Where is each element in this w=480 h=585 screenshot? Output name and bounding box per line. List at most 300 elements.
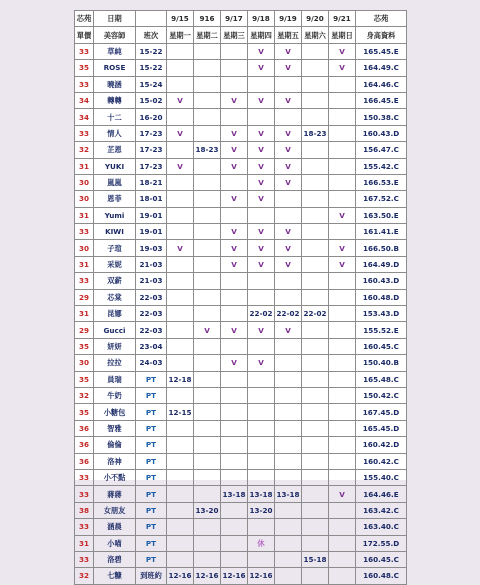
schedule-cell: 15-18 (302, 551, 329, 567)
schedule-cell: V (275, 142, 302, 158)
schedule-cell: V (275, 240, 302, 256)
schedule-cell (248, 273, 275, 289)
schedule-cell: V (167, 125, 194, 141)
schedule-cell (302, 420, 329, 436)
header-cell: 芯苑 (75, 11, 94, 27)
price-cell: 31 (75, 256, 94, 272)
schedule-cell (221, 502, 248, 518)
schedule-cell (221, 420, 248, 436)
table-row (75, 420, 407, 436)
schedule-cell (302, 486, 329, 502)
schedule-cell (275, 76, 302, 92)
stylist-name-cell: 洛碧 (94, 551, 136, 567)
schedule-cell (302, 502, 329, 518)
schedule-cell: V (248, 256, 275, 272)
schedule-cell: 12-18 (167, 371, 194, 387)
schedule-cell (194, 519, 221, 535)
height-data-cell: 166.53.E (356, 174, 407, 190)
schedule-cell: V (275, 256, 302, 272)
table-row (75, 371, 407, 387)
header-cell: 單價 (75, 27, 94, 43)
schedule-cell: 12-15 (167, 404, 194, 420)
stylist-name-cell: 双薪 (94, 273, 136, 289)
height-data-cell: 160.45.C (356, 551, 407, 567)
schedule-cell: 12-16 (221, 568, 248, 584)
height-data-cell: 156.47.C (356, 142, 407, 158)
shift-cell: 15-22 (136, 60, 167, 76)
schedule-cell (329, 125, 356, 141)
schedule-cell (221, 76, 248, 92)
header-cell: 身高資料 (356, 27, 407, 43)
price-cell: 33 (75, 469, 94, 485)
schedule-cell (167, 502, 194, 518)
schedule-cell (329, 224, 356, 240)
schedule-cell (194, 256, 221, 272)
schedule-cell (221, 174, 248, 190)
schedule-cell (275, 109, 302, 125)
price-cell: 36 (75, 420, 94, 436)
schedule-sheet (74, 10, 406, 581)
schedule-cell (275, 371, 302, 387)
schedule-cell: V (329, 43, 356, 59)
table-row (75, 519, 407, 535)
stylist-name-cell: 芯棠 (94, 289, 136, 305)
stylist-name-cell: 芷恩 (94, 142, 136, 158)
price-cell: 33 (75, 519, 94, 535)
shift-cell: 22-03 (136, 289, 167, 305)
schedule-cell: V (329, 207, 356, 223)
schedule-cell (329, 519, 356, 535)
schedule-cell (167, 289, 194, 305)
stylist-name-cell: 員瑞 (94, 371, 136, 387)
schedule-cell: V (248, 92, 275, 108)
shift-cell: 17-23 (136, 158, 167, 174)
price-cell: 34 (75, 92, 94, 108)
table-row (75, 289, 407, 305)
schedule-cell: V (248, 191, 275, 207)
schedule-cell (275, 191, 302, 207)
table-row (75, 191, 407, 207)
header-date-cell: 9/21 (329, 11, 356, 27)
table-row (75, 568, 407, 584)
header-cell: 美容師 (94, 27, 136, 43)
table-row (75, 355, 407, 371)
shift-cell: PT (136, 437, 167, 453)
schedule-cell (302, 174, 329, 190)
schedule-cell (275, 502, 302, 518)
schedule-cell (248, 469, 275, 485)
price-cell: 35 (75, 338, 94, 354)
schedule-cell (194, 371, 221, 387)
schedule-cell: 休 (248, 535, 275, 551)
price-cell: 33 (75, 273, 94, 289)
schedule-cell (194, 43, 221, 59)
schedule-cell (248, 519, 275, 535)
schedule-cell (329, 568, 356, 584)
price-cell: 29 (75, 322, 94, 338)
schedule-cell (275, 519, 302, 535)
stylist-name-cell: 小不點 (94, 469, 136, 485)
table-row (75, 486, 407, 502)
schedule-cell (275, 453, 302, 469)
shift-cell: 15-02 (136, 92, 167, 108)
header-weekday-cell: 星期日 (329, 27, 356, 43)
schedule-cell (302, 568, 329, 584)
schedule-cell (167, 142, 194, 158)
schedule-cell (302, 76, 329, 92)
schedule-cell: 13-20 (248, 502, 275, 518)
price-cell: 35 (75, 371, 94, 387)
schedule-cell: V (275, 43, 302, 59)
stylist-name-cell: 小喵 (94, 535, 136, 551)
table-row (75, 273, 407, 289)
shift-cell: 17-23 (136, 125, 167, 141)
height-data-cell: 164.46.E (356, 486, 407, 502)
height-data-cell: 160.42.D (356, 437, 407, 453)
schedule-cell: V (194, 322, 221, 338)
schedule-cell (221, 371, 248, 387)
schedule-cell: V (248, 224, 275, 240)
header-cell: 芯苑 (356, 11, 407, 27)
schedule-cell (329, 273, 356, 289)
schedule-cell (167, 43, 194, 59)
schedule-cell (329, 142, 356, 158)
schedule-cell (194, 60, 221, 76)
shift-cell: 15-24 (136, 76, 167, 92)
shift-cell: 18-01 (136, 191, 167, 207)
schedule-cell: 13-18 (248, 486, 275, 502)
schedule-cell (329, 469, 356, 485)
height-data-cell: 163.42.C (356, 502, 407, 518)
price-cell: 33 (75, 551, 94, 567)
table-row (75, 338, 407, 354)
header-row-labels (75, 27, 407, 43)
schedule-cell (194, 125, 221, 141)
header-date-cell: 916 (194, 11, 221, 27)
height-data-cell: 155.42.C (356, 158, 407, 174)
schedule-cell (302, 207, 329, 223)
schedule-cell: V (221, 322, 248, 338)
price-cell: 30 (75, 191, 94, 207)
schedule-cell (329, 92, 356, 108)
header-weekday-cell: 星期三 (221, 27, 248, 43)
schedule-cell (302, 240, 329, 256)
shift-cell: PT (136, 502, 167, 518)
table-row (75, 535, 407, 551)
price-cell: 29 (75, 289, 94, 305)
schedule-cell (302, 109, 329, 125)
header-weekday-cell: 星期二 (194, 27, 221, 43)
schedule-cell (221, 43, 248, 59)
shift-cell: 23-04 (136, 338, 167, 354)
table-row (75, 125, 407, 141)
schedule-cell (302, 355, 329, 371)
height-data-cell: 155.52.E (356, 322, 407, 338)
table-row (75, 469, 407, 485)
header-date-cell: 9/18 (248, 11, 275, 27)
schedule-cell (329, 191, 356, 207)
stylist-name-cell: KIWI (94, 224, 136, 240)
schedule-cell (194, 158, 221, 174)
price-cell: 36 (75, 453, 94, 469)
schedule-cell (167, 355, 194, 371)
price-cell: 34 (75, 109, 94, 125)
schedule-cell: V (275, 322, 302, 338)
price-cell: 35 (75, 60, 94, 76)
schedule-cell (221, 437, 248, 453)
schedule-cell (167, 469, 194, 485)
schedule-cell (275, 289, 302, 305)
schedule-cell (302, 387, 329, 403)
stylist-name-cell: Gucci (94, 322, 136, 338)
header-cell: 班次 (136, 27, 167, 43)
shift-cell: 到班約 (136, 568, 167, 584)
schedule-cell (221, 273, 248, 289)
stylist-name-cell: 七糠 (94, 568, 136, 584)
header-weekday-cell: 星期四 (248, 27, 275, 43)
schedule-cell (275, 273, 302, 289)
schedule-cell (167, 519, 194, 535)
schedule-cell (221, 289, 248, 305)
height-data-cell: 163.50.E (356, 207, 407, 223)
schedule-cell (194, 207, 221, 223)
schedule-cell (275, 404, 302, 420)
schedule-cell (248, 551, 275, 567)
height-data-cell: 160.43.D (356, 125, 407, 141)
schedule-cell: V (248, 174, 275, 190)
schedule-cell: V (248, 240, 275, 256)
schedule-cell (167, 387, 194, 403)
stylist-name-cell: 牛奶 (94, 387, 136, 403)
schedule-cell (329, 502, 356, 518)
schedule-cell (275, 387, 302, 403)
schedule-cell: V (329, 60, 356, 76)
schedule-cell (329, 109, 356, 125)
shift-cell: PT (136, 387, 167, 403)
schedule-cell (275, 437, 302, 453)
table-row (75, 207, 407, 223)
header-date-cell: 9/17 (221, 11, 248, 27)
stylist-name-cell: 采妮 (94, 256, 136, 272)
schedule-cell (248, 437, 275, 453)
table-row (75, 387, 407, 403)
table-row (75, 404, 407, 420)
height-data-cell: 163.40.C (356, 519, 407, 535)
schedule-cell (248, 109, 275, 125)
schedule-cell (167, 338, 194, 354)
table-row (75, 60, 407, 76)
schedule-cell (167, 76, 194, 92)
schedule-cell: V (248, 142, 275, 158)
schedule-cell (167, 60, 194, 76)
schedule-cell (167, 207, 194, 223)
table-row (75, 43, 407, 59)
schedule-cell (221, 306, 248, 322)
shift-cell: PT (136, 469, 167, 485)
schedule-cell (302, 437, 329, 453)
schedule-cell (248, 338, 275, 354)
schedule-cell (248, 207, 275, 223)
schedule-cell (167, 535, 194, 551)
header-weekday-cell: 星期一 (167, 27, 194, 43)
schedule-cell (329, 437, 356, 453)
height-data-cell: 160.48.D (356, 289, 407, 305)
schedule-cell (302, 535, 329, 551)
stylist-name-cell: 曉涵 (94, 76, 136, 92)
shift-cell: PT (136, 519, 167, 535)
schedule-cell: 22-02 (275, 306, 302, 322)
stylist-name-cell: 倫倫 (94, 437, 136, 453)
table-row (75, 453, 407, 469)
schedule-cell: 18-23 (302, 125, 329, 141)
price-cell: 31 (75, 207, 94, 223)
schedule-cell (194, 191, 221, 207)
shift-cell: PT (136, 371, 167, 387)
schedule-cell (248, 404, 275, 420)
header-weekday-cell: 星期六 (302, 27, 329, 43)
schedule-cell (194, 289, 221, 305)
height-data-cell: 160.43.D (356, 273, 407, 289)
header-row-dates (75, 11, 407, 27)
schedule-cell: 22-02 (248, 306, 275, 322)
schedule-cell (302, 256, 329, 272)
schedule-cell (329, 404, 356, 420)
shift-cell: 18-21 (136, 174, 167, 190)
schedule-cell (302, 60, 329, 76)
table-row (75, 76, 407, 92)
schedule-cell: V (221, 142, 248, 158)
header-date-cell: 9/19 (275, 11, 302, 27)
shift-cell: 22-03 (136, 322, 167, 338)
schedule-cell (302, 142, 329, 158)
schedule-cell: V (275, 60, 302, 76)
height-data-cell: 165.45.E (356, 43, 407, 59)
header-cell (136, 11, 167, 27)
stylist-name-cell: 妍妍 (94, 338, 136, 354)
schedule-cell (302, 338, 329, 354)
schedule-cell (329, 453, 356, 469)
shift-cell: 21-03 (136, 256, 167, 272)
shift-cell: PT (136, 486, 167, 502)
schedule-cell: V (221, 355, 248, 371)
schedule-cell (221, 551, 248, 567)
table-row (75, 322, 407, 338)
height-data-cell: 164.49.D (356, 256, 407, 272)
shift-cell: 19-03 (136, 240, 167, 256)
height-data-cell: 160.42.C (356, 453, 407, 469)
header-cell: 日期 (94, 11, 136, 27)
shift-cell: 22-03 (136, 306, 167, 322)
shift-cell: PT (136, 551, 167, 567)
schedule-cell (221, 387, 248, 403)
height-data-cell: 166.45.E (356, 92, 407, 108)
height-data-cell: 150.42.C (356, 387, 407, 403)
schedule-cell: 12-16 (194, 568, 221, 584)
shift-cell: 17-23 (136, 142, 167, 158)
schedule-cell (302, 191, 329, 207)
schedule-cell (167, 420, 194, 436)
price-cell: 35 (75, 404, 94, 420)
stylist-name-cell: 昆娜 (94, 306, 136, 322)
schedule-cell (275, 338, 302, 354)
schedule-cell (275, 469, 302, 485)
schedule-cell (248, 371, 275, 387)
schedule-rows (75, 43, 407, 584)
stylist-name-cell: 十二 (94, 109, 136, 125)
price-cell: 32 (75, 387, 94, 403)
schedule-cell (167, 256, 194, 272)
schedule-cell (302, 371, 329, 387)
schedule-cell (302, 322, 329, 338)
height-data-cell: 150.38.C (356, 109, 407, 125)
schedule-cell (221, 469, 248, 485)
price-cell: 30 (75, 174, 94, 190)
table-row (75, 551, 407, 567)
price-cell: 31 (75, 535, 94, 551)
schedule-cell (275, 207, 302, 223)
schedule-cell (329, 289, 356, 305)
schedule-cell (221, 338, 248, 354)
schedule-cell (194, 437, 221, 453)
schedule-cell: V (329, 240, 356, 256)
stylist-name-cell: 嵐嵐 (94, 174, 136, 190)
schedule-cell (221, 207, 248, 223)
table-row (75, 306, 407, 322)
schedule-cell (221, 109, 248, 125)
header-weekday-cell: 星期五 (275, 27, 302, 43)
schedule-cell (194, 338, 221, 354)
header-date-cell: 9/15 (167, 11, 194, 27)
shift-cell: 15-22 (136, 43, 167, 59)
price-cell: 32 (75, 142, 94, 158)
schedule-cell: 12-16 (248, 568, 275, 584)
schedule-cell (167, 453, 194, 469)
schedule-cell (302, 289, 329, 305)
schedule-cell: 13-20 (194, 502, 221, 518)
schedule-cell: V (329, 256, 356, 272)
schedule-cell (194, 306, 221, 322)
schedule-cell (167, 306, 194, 322)
schedule-cell: V (167, 92, 194, 108)
schedule-cell: V (275, 158, 302, 174)
stylist-name-cell: ROSE (94, 60, 136, 76)
stylist-name-cell: 女朋友 (94, 502, 136, 518)
stylist-name-cell: 蔣蔣 (94, 486, 136, 502)
schedule-cell (329, 158, 356, 174)
stylist-name-cell: 情人 (94, 125, 136, 141)
schedule-cell: V (275, 174, 302, 190)
schedule-cell (167, 191, 194, 207)
schedule-cell (302, 469, 329, 485)
schedule-cell (248, 420, 275, 436)
shift-cell: 19-01 (136, 224, 167, 240)
table-row (75, 174, 407, 190)
height-data-cell: 165.45.D (356, 420, 407, 436)
schedule-cell: V (167, 158, 194, 174)
schedule-cell (194, 174, 221, 190)
price-cell: 33 (75, 125, 94, 141)
schedule-cell (167, 551, 194, 567)
schedule-cell: 12-16 (167, 568, 194, 584)
table-row (75, 92, 407, 108)
schedule-cell (167, 437, 194, 453)
schedule-cell (329, 306, 356, 322)
schedule-cell (167, 273, 194, 289)
table-row (75, 256, 407, 272)
schedule-cell (302, 404, 329, 420)
schedule-cell: 22-02 (302, 306, 329, 322)
schedule-cell (329, 338, 356, 354)
